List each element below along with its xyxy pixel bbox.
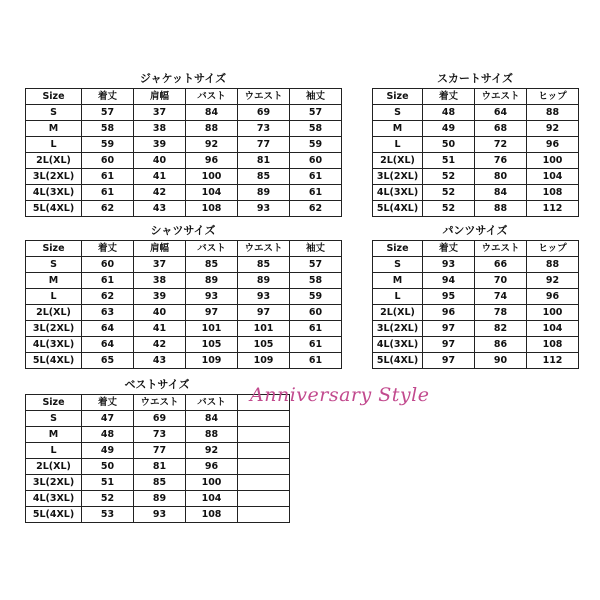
table-row	[373, 289, 579, 305]
measurement-cell: 50	[82, 459, 134, 475]
column-header: ウエスト	[475, 241, 527, 257]
column-header: 着丈	[423, 89, 475, 105]
table-row	[26, 321, 342, 337]
size-label-cell: 2L(XL)	[26, 305, 82, 321]
table-header-row	[373, 241, 579, 257]
measurement-cell: 48	[82, 427, 134, 443]
measurement-cell: 61	[290, 353, 342, 369]
measurement-cell: 100	[527, 153, 579, 169]
table-row	[26, 353, 342, 369]
table-row	[373, 201, 579, 217]
size-label-cell: 5L(4XL)	[26, 201, 82, 217]
column-header: ウエスト	[238, 241, 290, 257]
table-row	[373, 121, 579, 137]
column-header: 着丈	[82, 241, 134, 257]
measurement-cell: 52	[423, 185, 475, 201]
measurement-cell: 81	[134, 459, 186, 475]
measurement-cell: 96	[527, 137, 579, 153]
measurement-cell	[238, 459, 290, 475]
column-header: Size	[26, 395, 82, 411]
measurement-cell: 61	[290, 321, 342, 337]
table-row	[26, 257, 342, 273]
measurement-cell: 49	[423, 121, 475, 137]
size-label-cell: M	[373, 273, 423, 289]
measurement-cell: 74	[475, 289, 527, 305]
measurement-cell: 89	[186, 273, 238, 289]
measurement-cell: 104	[527, 321, 579, 337]
measurement-cell: 104	[186, 185, 238, 201]
measurement-cell: 68	[475, 121, 527, 137]
table-row	[373, 257, 579, 273]
measurement-cell: 77	[134, 443, 186, 459]
measurement-cell: 64	[82, 321, 134, 337]
measurement-cell: 105	[186, 337, 238, 353]
table-row	[26, 201, 342, 217]
measurement-cell: 109	[186, 353, 238, 369]
measurement-cell: 80	[475, 169, 527, 185]
size-label-cell: 3L(2XL)	[373, 169, 423, 185]
table-row	[26, 427, 290, 443]
measurement-cell: 93	[238, 289, 290, 305]
column-header: 着丈	[82, 89, 134, 105]
measurement-cell: 73	[238, 121, 290, 137]
measurement-cell: 62	[290, 201, 342, 217]
size-label-cell: 4L(3XL)	[373, 337, 423, 353]
measurement-cell: 61	[290, 337, 342, 353]
measurement-cell: 92	[186, 137, 238, 153]
measurement-cell	[238, 427, 290, 443]
measurement-cell: 86	[475, 337, 527, 353]
measurement-cell: 90	[475, 353, 527, 369]
size-label-cell: 4L(3XL)	[26, 185, 82, 201]
measurement-cell: 41	[134, 169, 186, 185]
column-header: ヒップ	[527, 89, 579, 105]
size-label-cell: 5L(4XL)	[26, 353, 82, 369]
column-header: 肩幅	[134, 241, 186, 257]
column-header: 袖丈	[290, 241, 342, 257]
measurement-cell: 62	[82, 201, 134, 217]
measurement-cell: 97	[423, 321, 475, 337]
measurement-cell: 52	[423, 169, 475, 185]
measurement-cell: 58	[290, 273, 342, 289]
measurement-cell: 88	[527, 257, 579, 273]
column-header: ウエスト	[238, 89, 290, 105]
measurement-cell: 53	[82, 507, 134, 523]
size-label-cell: L	[373, 137, 423, 153]
column-header: 袖丈	[290, 89, 342, 105]
measurement-cell: 59	[82, 137, 134, 153]
size-label-cell: S	[373, 105, 423, 121]
measurement-cell: 64	[82, 337, 134, 353]
table-header-row	[26, 241, 342, 257]
size-label-cell: 5L(4XL)	[373, 353, 423, 369]
column-header: バスト	[186, 395, 238, 411]
size-label-cell: 3L(2XL)	[373, 321, 423, 337]
column-header: ヒップ	[527, 241, 579, 257]
measurement-cell: 63	[82, 305, 134, 321]
table-row	[26, 137, 342, 153]
size-label-cell: 4L(3XL)	[373, 185, 423, 201]
measurement-cell: 97	[423, 353, 475, 369]
measurement-cell: 60	[82, 153, 134, 169]
size-label-cell: S	[373, 257, 423, 273]
measurement-cell: 92	[527, 273, 579, 289]
measurement-cell: 109	[238, 353, 290, 369]
measurement-cell: 104	[186, 491, 238, 507]
table-row	[373, 321, 579, 337]
measurement-cell: 100	[527, 305, 579, 321]
size-label-cell: 2L(XL)	[26, 153, 82, 169]
column-header: バスト	[186, 89, 238, 105]
measurement-cell: 61	[290, 169, 342, 185]
measurement-cell: 73	[134, 427, 186, 443]
measurement-cell: 62	[82, 289, 134, 305]
measurement-cell: 42	[134, 337, 186, 353]
size-label-cell: M	[26, 427, 82, 443]
measurement-cell	[238, 507, 290, 523]
measurement-cell: 97	[186, 305, 238, 321]
table-row	[373, 337, 579, 353]
measurement-cell: 85	[238, 257, 290, 273]
column-header: ウエスト	[134, 395, 186, 411]
table-row	[26, 169, 342, 185]
measurement-cell: 92	[186, 443, 238, 459]
measurement-cell: 100	[186, 169, 238, 185]
jacket-size-table	[25, 88, 342, 217]
measurement-cell: 51	[423, 153, 475, 169]
vest-size-table	[25, 394, 290, 523]
measurement-cell: 108	[186, 201, 238, 217]
measurement-cell: 85	[186, 257, 238, 273]
measurement-cell: 85	[238, 169, 290, 185]
measurement-cell: 60	[290, 153, 342, 169]
table-row	[373, 273, 579, 289]
measurement-cell: 70	[475, 273, 527, 289]
size-label-cell: M	[26, 121, 82, 137]
measurement-cell: 61	[290, 185, 342, 201]
size-label-cell: M	[373, 121, 423, 137]
measurement-cell: 49	[82, 443, 134, 459]
measurement-cell: 89	[134, 491, 186, 507]
column-header: 着丈	[423, 241, 475, 257]
measurement-cell: 85	[134, 475, 186, 491]
measurement-cell: 69	[238, 105, 290, 121]
table-row	[26, 491, 290, 507]
measurement-cell: 93	[134, 507, 186, 523]
table-row	[373, 153, 579, 169]
measurement-cell: 37	[134, 257, 186, 273]
measurement-cell: 88	[475, 201, 527, 217]
size-label-cell: L	[373, 289, 423, 305]
size-label-cell: 5L(4XL)	[26, 507, 82, 523]
measurement-cell: 38	[134, 121, 186, 137]
table-row	[373, 305, 579, 321]
measurement-cell: 77	[238, 137, 290, 153]
table-row	[373, 137, 579, 153]
measurement-cell: 42	[134, 185, 186, 201]
measurement-cell: 96	[186, 459, 238, 475]
measurement-cell: 50	[423, 137, 475, 153]
size-label-cell: 2L(XL)	[373, 305, 423, 321]
measurement-cell: 48	[423, 105, 475, 121]
measurement-cell: 72	[475, 137, 527, 153]
measurement-cell: 69	[134, 411, 186, 427]
brand-logo-text: Anniversary Style	[250, 384, 430, 406]
size-label-cell: S	[26, 257, 82, 273]
measurement-cell	[238, 411, 290, 427]
measurement-cell: 89	[238, 185, 290, 201]
measurement-cell: 51	[82, 475, 134, 491]
measurement-cell: 89	[238, 273, 290, 289]
measurement-cell: 93	[238, 201, 290, 217]
measurement-cell: 39	[134, 289, 186, 305]
measurement-cell: 97	[238, 305, 290, 321]
measurement-cell: 108	[527, 337, 579, 353]
measurement-cell: 60	[290, 305, 342, 321]
measurement-cell: 61	[82, 273, 134, 289]
size-label-cell: 5L(4XL)	[373, 201, 423, 217]
pants-size-title: パンツサイズ	[442, 224, 508, 237]
measurement-cell: 78	[475, 305, 527, 321]
table-row	[373, 353, 579, 369]
table-row	[26, 337, 342, 353]
measurement-cell: 57	[82, 105, 134, 121]
column-header: 着丈	[82, 395, 134, 411]
measurement-cell: 57	[290, 105, 342, 121]
size-label-cell: L	[26, 137, 82, 153]
size-label-cell: L	[26, 289, 82, 305]
measurement-cell: 94	[423, 273, 475, 289]
vest-size-title: ベストサイズ	[124, 378, 190, 391]
column-header: ウエスト	[475, 89, 527, 105]
jacket-size-title: ジャケットサイズ	[139, 72, 227, 85]
measurement-cell: 57	[290, 257, 342, 273]
measurement-cell: 61	[82, 169, 134, 185]
measurement-cell: 82	[475, 321, 527, 337]
measurement-cell: 41	[134, 321, 186, 337]
measurement-cell: 84	[186, 105, 238, 121]
size-label-cell: 4L(3XL)	[26, 337, 82, 353]
measurement-cell: 65	[82, 353, 134, 369]
measurement-cell: 112	[527, 201, 579, 217]
table-row	[26, 105, 342, 121]
measurement-cell: 38	[134, 273, 186, 289]
measurement-cell: 93	[423, 257, 475, 273]
measurement-cell: 37	[134, 105, 186, 121]
table-row	[373, 105, 579, 121]
table-row	[26, 459, 290, 475]
measurement-cell: 84	[186, 411, 238, 427]
table-row	[26, 305, 342, 321]
measurement-cell: 95	[423, 289, 475, 305]
measurement-cell: 81	[238, 153, 290, 169]
table-header-row	[373, 89, 579, 105]
skirt-size-table	[372, 88, 579, 217]
size-label-cell: L	[26, 443, 82, 459]
table-row	[373, 169, 579, 185]
measurement-cell: 40	[134, 305, 186, 321]
shirt-size-title: シャツサイズ	[150, 224, 216, 237]
measurement-cell: 84	[475, 185, 527, 201]
measurement-cell: 92	[527, 121, 579, 137]
measurement-cell: 66	[475, 257, 527, 273]
size-label-cell: 2L(XL)	[26, 459, 82, 475]
column-header: Size	[26, 89, 82, 105]
table-row	[26, 185, 342, 201]
measurement-cell: 88	[527, 105, 579, 121]
measurement-cell: 64	[475, 105, 527, 121]
size-label-cell: 3L(2XL)	[26, 475, 82, 491]
measurement-cell: 43	[134, 201, 186, 217]
table-row	[26, 153, 342, 169]
measurement-cell: 100	[186, 475, 238, 491]
pants-size-table	[372, 240, 579, 369]
size-label-cell: 2L(XL)	[373, 153, 423, 169]
measurement-cell: 112	[527, 353, 579, 369]
table-row	[26, 121, 342, 137]
size-label-cell: 3L(2XL)	[26, 321, 82, 337]
table-row	[26, 443, 290, 459]
column-header: 肩幅	[134, 89, 186, 105]
measurement-cell: 96	[527, 289, 579, 305]
measurement-cell	[238, 475, 290, 491]
measurement-cell: 60	[82, 257, 134, 273]
measurement-cell: 108	[186, 507, 238, 523]
size-label-cell: S	[26, 411, 82, 427]
skirt-size-title: スカートサイズ	[436, 72, 514, 85]
measurement-cell: 52	[82, 491, 134, 507]
measurement-cell: 39	[134, 137, 186, 153]
measurement-cell: 105	[238, 337, 290, 353]
table-header-row	[26, 89, 342, 105]
measurement-cell	[238, 443, 290, 459]
measurement-cell: 52	[423, 201, 475, 217]
size-label-cell: 3L(2XL)	[26, 169, 82, 185]
measurement-cell: 59	[290, 137, 342, 153]
table-row	[26, 289, 342, 305]
measurement-cell: 88	[186, 427, 238, 443]
measurement-cell: 61	[82, 185, 134, 201]
table-row	[26, 475, 290, 491]
measurement-cell: 40	[134, 153, 186, 169]
measurement-cell: 96	[423, 305, 475, 321]
size-label-cell: M	[26, 273, 82, 289]
measurement-cell: 43	[134, 353, 186, 369]
measurement-cell	[238, 491, 290, 507]
column-header: Size	[26, 241, 82, 257]
table-row	[26, 411, 290, 427]
measurement-cell: 59	[290, 289, 342, 305]
measurement-cell: 104	[527, 169, 579, 185]
column-header: バスト	[186, 241, 238, 257]
measurement-cell: 58	[290, 121, 342, 137]
measurement-cell: 58	[82, 121, 134, 137]
measurement-cell: 88	[186, 121, 238, 137]
table-row	[26, 273, 342, 289]
measurement-cell: 96	[186, 153, 238, 169]
measurement-cell: 76	[475, 153, 527, 169]
table-row	[26, 507, 290, 523]
measurement-cell: 47	[82, 411, 134, 427]
table-row	[373, 185, 579, 201]
measurement-cell: 108	[527, 185, 579, 201]
column-header: Size	[373, 241, 423, 257]
size-label-cell: 4L(3XL)	[26, 491, 82, 507]
size-label-cell: S	[26, 105, 82, 121]
measurement-cell: 93	[186, 289, 238, 305]
shirt-size-table	[25, 240, 342, 369]
measurement-cell: 101	[238, 321, 290, 337]
column-header: Size	[373, 89, 423, 105]
measurement-cell: 97	[423, 337, 475, 353]
measurement-cell: 101	[186, 321, 238, 337]
